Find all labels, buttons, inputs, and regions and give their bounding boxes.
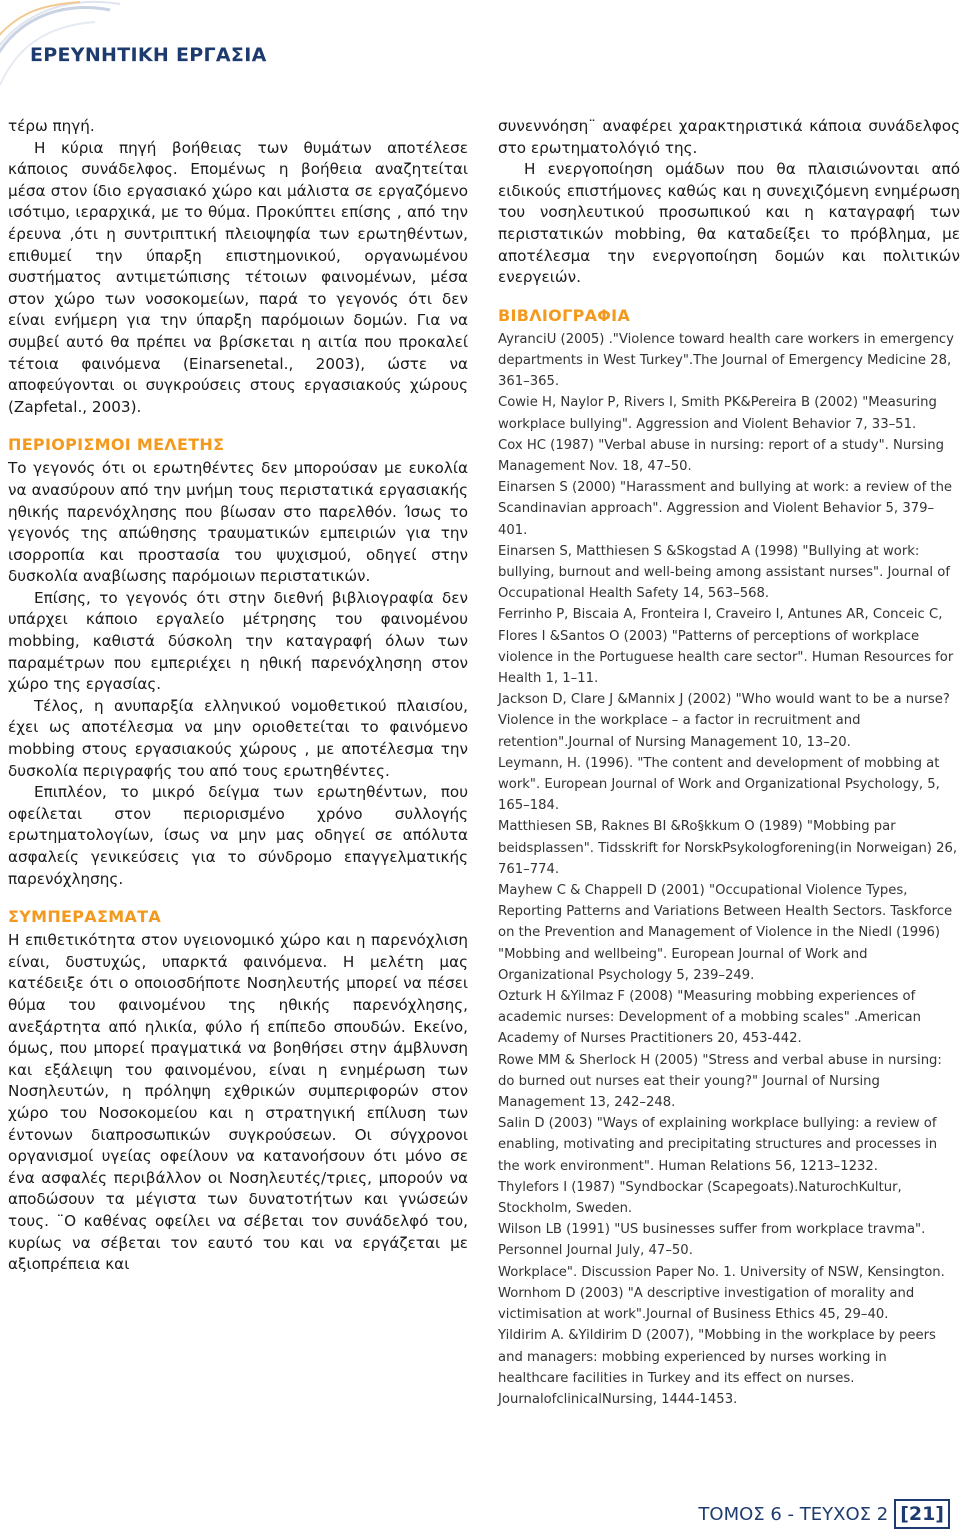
reference-item: Matthiesen SB, Raknes BI &Ro§kkum O (1989) "Mobbing par beidsplassen". Tidsskrift for NorskPsykologforening(in Norweigan) 26, 761–774. <box>498 819 958 877</box>
bibliography-list <box>498 329 960 1410</box>
reference-item: Cox HC (1987) "Verbal abuse in nursing: report of a study". Nursing Management Nov. 18, 47–50. <box>498 437 944 474</box>
reference-item: Leymann, H. (1996). "The content and development of mobbing at work". European Journal of Work and Organizational Psychology, 5, 165–184. <box>498 755 940 814</box>
paragraph: Επίσης, το γεγονός ότι στην διεθνή βιβλιογραφία δεν υπάρχει κάποιο εργαλείο μέτρησης του φαινομένου mobbing, καθιστά δύσκολη την καταγραφή όλων των παραμέτρων που εμπεριέχει η ηθική παρενόχλησηη στον χώρο της εργασίας. <box>8 588 468 694</box>
issue-label: ΤΟΜΟΣ 6 - ΤΕΥΧΟΣ 2 <box>698 1503 889 1525</box>
right-column <box>498 116 960 1410</box>
reference-item: Ferrinho P, Biscaia A, Fronteira I, Craveiro I, Antunes AR, Conceic C, Flores I &Santos O (2003) "Patterns of perceptions of workplace violence in the Portuguese health care sector". Human Resources for Health 1, 1–11. <box>498 607 954 686</box>
paragraph: Τέλος, η ανυπαρξία ελληνικού νομοθετικού πλαισίου, έχει ως αποτέλεσμα να μην οριοθετείται το φαινόμενο mobbing στους εργασιακούς χώρους , με αποτέλεσμα την δυσκολία περιγραφής του από τους ερωτηθέντες. <box>8 696 468 780</box>
reference-item: Mayhew C & Chappell D (2001) "Occupational Violence Types, Reporting Patterns and Variations Between Health Sectors. Taskforce on the Prevention and Management of Violence in the Niedl (1996) "Mobbing and wellbeing". European Journal of Work and Organizational Psychology 5, 239–249. <box>498 883 953 983</box>
section-heading-limitations: ΠΕΡΙΟΡΙΣΜΟΙ ΜΕΛΕΤΗΣ <box>8 435 225 455</box>
paragraph: Η επιθετικότητα στον υγειονομικό χώρο και η παρενόχλιση είναι, δυστυχώς, υπαρκτά φαινόμενα. Η μελέτη μας κατέδειξε ότι ο οποιοσδήποτε Νοσηλευτής μπορεί να πέσει θύμα του φαινομένου της ηθικής παρενόχλησης, ανεξάρτητα από ηλικία, φύλο ή επίπεδο σπουδών. Εκείνο, όμως, που μπορεί πραγματικά να βοηθήσει στην άμβλυνση και εξάλειψη του φαινομένου, είναι η ενημέρωση των Νοσηλευτών, η πρόληψη εχθρικών συμπεριφορών στον χώρο του Νοσοκομείου και η στρατηγική επίλυση των έντονων διαπροσωπικών συγκρούσεων. Οι σύγχρονοι οργανισμοί υγείας οφείλουν να κατανοήσουν ότι μόνο σε ένα ασφαλές περιβάλλον οι Νοσηλευτές/τριες, μπορούν να αποδώσουν τα μέγιστα των δυνατοτήτων και γνώσεών τους. ¨Ο καθένας οφείλει να σέβεται τον συνάδελφό του, κυρίως να σέβεται τον εαυτό του και να εργάζεται με αξιοπρέπεια και <box>8 931 468 1274</box>
reference-item: Cowie H, Naylor P, Rivers I, Smith PK&Pereira B (2002) "Measuring workplace bullying". Aggression and Violent Behavior 7, 33–51. <box>498 395 937 432</box>
left-column <box>8 116 468 1276</box>
reference-item: AyranciU (2005) ."Violence toward health care workers in emergency departments in West Turkey".The Journal of Emergency Medicine 28, 361–365. <box>498 331 954 390</box>
reference-item: Salin D (2003) "Ways of explaining workplace bullying: a review of enabling, motivating and precipitating structures and processes in the work environment". Human Relations 56, 1213–1232. <box>498 1116 938 1174</box>
paragraph: Η κύρια πηγή βοήθειας των θυμάτων αποτέλεσε κάποιος συνάδελφος. Επομένως η βοήθεια αναζητείται μέσα στον ίδιο εργασιακό χώρο και μάλιστα σε εργαζόμενο ισότιμο, ιεραρχικά, με το θύμα. Προκύπτει επίσης , από την έρευνα ,ότι η συντριπτική πλειοψηφία των ερωτηθέντων, επιθυμεί την ύπαρξη επιστημονικού, οργανωμένου συστήματος αντιμετώπισης τέτοιων φαινομένων, μέσα στον χώρο των νοσοκομείων, παρά το γεγονός ότι δεν είναι ενήμερη για την ύπαρξη παρόμοιων δομών. Για να συμβεί αυτό θα πρέπει να βρίσκεται η αιτία που προκαλεί τέτοια φαινόμενα (Einarsenetal., 2003), ώστε να αποφεύγονται οι συγκρούσεις στους εργασιακούς χώρους (Zapfetal., 2003). <box>8 138 468 416</box>
page-footer <box>698 1499 950 1529</box>
section-heading-bibliography: ΒΙΒΛΙΟΓΡΑΦΙΑ <box>498 305 631 325</box>
page-header <box>0 0 960 90</box>
reference-item: Einarsen S, Matthiesen S &Skogstad A (1998) "Bullying at work: bullying, burnout and well-being among assistant nurses". Journal of Occupational Health Safety 14, 563–568. <box>498 543 950 602</box>
section-heading-conclusions: ΣΥΜΠΕΡΑΣΜΑΤΑ <box>8 907 161 927</box>
reference-item: Einarsen S (2000) "Harassment and bullying at work: a review of the Scandinavian approach". Aggression and Violent Behavior 5, 379–401. <box>498 480 953 538</box>
paragraph: συνεννόηση¨ αναφέρει χαρακτηριστικά κάποια συνάδελφος στο ερωτηματολόγιό της. <box>498 117 960 157</box>
reference-item: Wilson LB (1991) "US businesses suffer from workplace travma". Personnel Journal July, 47–50. <box>498 1222 926 1259</box>
paragraph: Το γεγονός ότι οι ερωτηθέντες δεν μπορούσαν με ευκολία να ανασύρουν από την μνήμη τους περιστατικά εργασιακής ηθικής παρενόχλησης που βίωσαν στο παρελθόν. Ίσως το γεγονός της απώθησης τραυματικών εμπειριών για την ισορροπία και προστασία του ψυχισμού, οδηγεί στην δυσκολία αναβίωσης παρόμοιων περιστατικών. <box>8 459 468 586</box>
journal-title: ΕΡΕΥΝΗΤΙΚΗ ΕΡΓΑΣΙΑ <box>30 44 267 66</box>
reference-item: Thylefors I (1987) "Syndbockar (Scapegoats).NaturochKultur, Stockholm, Sweden. <box>498 1179 902 1217</box>
paragraph: τέρω πηγή. <box>8 117 95 135</box>
paragraph: Επιπλέον, το μικρό δείγμα των ερωτηθέντων, που οφείλεται στον περιορισμένο χρόνο συλλογής ερωτηματολογίων, ίσως να μην μας οδηγεί σε απόλυτα ασφαλείς γενικεύσεις για το σύνδρομο επαγγελματικής παρενόχλησης. <box>8 783 468 888</box>
reference-item: Jackson D, Clare J &Mannix J (2002) "Who would want to be a nurse?Violence in the workplace – a factor in recruitment and retention".Journal of Nursing Management 10, 13–20. <box>498 692 950 750</box>
reference-item: Rowe MM & Sherlock H (2005) "Stress and verbal abuse in nursing: do burned out nurses eat their young?" Journal of Nursing Management 13, 242–248. <box>498 1052 942 1111</box>
reference-item: Yildirim A. &Yildirim D (2007), "Mobbing in the workplace by peers and managers: mobbing experienced by nurses working in healthcare facilities in Turkey and its effect on nurses. JournalofclinicalNursing, 1444-1453. <box>498 1328 936 1407</box>
page-number: [21] <box>894 1499 950 1529</box>
reference-item: Wornhom D (2003) "A descriptive investigation of morality and victimisation at work".Journal of Business Ethics 45, 29–40. <box>498 1285 915 1323</box>
reference-item: Workplace". Discussion Paper No. 1. University of NSW, Kensington. <box>498 1264 945 1280</box>
reference-item: Ozturk H &Yilmaz F (2008) "Measuring mobbing experiences of academic nurses: Development of a mobbing scales" .American Academy of Nurses Practitioners 20, 453-442. <box>498 989 921 1047</box>
paragraph: Η ενεργοποίηση ομάδων που θα πλαισιώνονται από ειδικούς επιστήμονες καθώς και η συνεχιζόμενη ενημέρωση του νοσηλευτικού προσωπικού και η καταγραφή των περιστατικών mobbing, θα καταδείξει το πρόβλημα, με αποτέλεσμα την ενεργοποίηση δομών και πολιτικών ενεργειών. <box>498 160 960 287</box>
